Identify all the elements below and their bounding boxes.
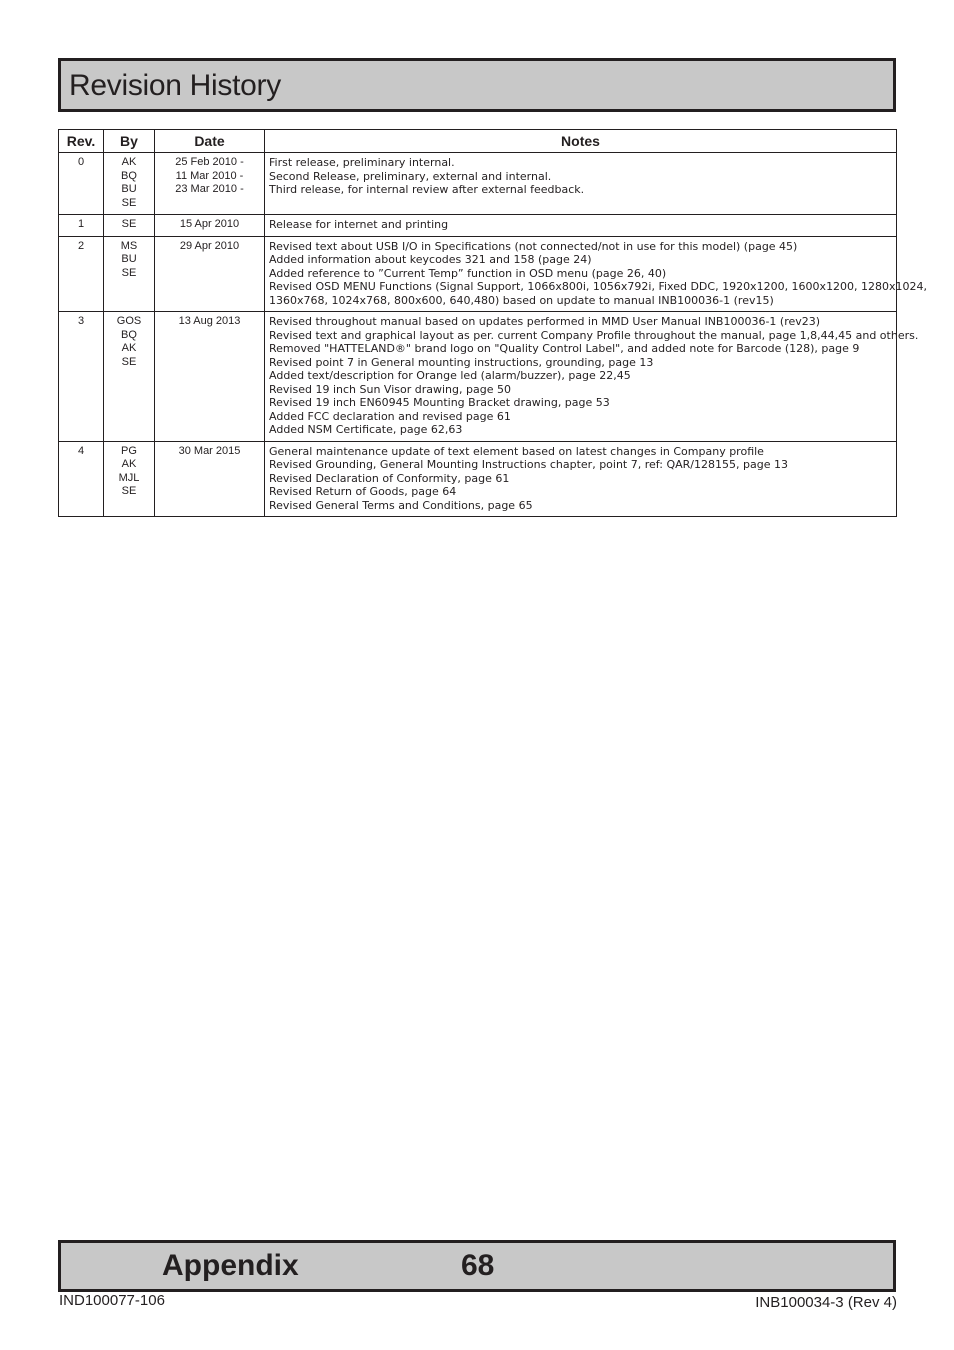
by-cell — [104, 312, 155, 442]
notes-cell — [265, 441, 897, 517]
author-initials: SE — [121, 218, 137, 230]
note-line: Added text/description for Orange led (alarm/buzzer), page 22,45 — [269, 369, 631, 382]
by-cell — [104, 153, 155, 215]
author-initials: PG — [121, 444, 137, 457]
date-line: 11 Mar 2010 - — [175, 169, 244, 182]
note-line: 1360x768, 1024x768, 800x600, 640,480) based on update to manual INB100036-1 (rev15) — [269, 293, 774, 307]
note-line: Revised point 7 in General mounting instructions, grounding, page 13 — [269, 355, 654, 369]
note-line: Added FCC declaration and revised page 61 — [269, 409, 511, 423]
footer-bar — [58, 1240, 896, 1292]
note-line: First release, preliminary internal. — [269, 156, 455, 169]
date-cell — [155, 236, 265, 312]
date-line: 30 Mar 2015 — [178, 444, 241, 457]
note-line: Revised Return of Goods, page 64 — [269, 485, 457, 498]
author-initials: SE — [121, 355, 137, 368]
section-label: Appendix — [162, 1249, 299, 1282]
page-number: 68 — [461, 1249, 495, 1282]
table-row — [59, 153, 897, 215]
note-line: Revised Declaration of Conformity, page 61 — [269, 471, 510, 485]
author-initials: AK — [121, 458, 137, 470]
title-bar — [58, 58, 896, 112]
notes-cell — [265, 153, 897, 215]
note-line: Revised 19 inch EN60945 Mounting Bracket drawing, page 53 — [269, 396, 610, 409]
note-line: Added NSM Certificate, page 62,63 — [269, 423, 463, 436]
rev-cell: 0 — [59, 153, 104, 215]
note-line: Revised text and graphical layout as per. current Company Profile throughout the manual, page 1,8,44,45 and others. — [269, 328, 919, 342]
document-id-left: IND100077-106 — [59, 1292, 165, 1309]
note-line: Release for internet and printing — [269, 218, 449, 231]
column-header-by: By — [104, 130, 155, 153]
note-line: Revised OSD MENU Functions (Signal Support, 1066x800i, 1056x792i, Fixed DDC, 1920x1200, 1600x1200, 1280x1024, — [269, 280, 928, 293]
date-cell — [155, 441, 265, 517]
note-line: Third release, for internal review after external feedback. — [269, 183, 585, 196]
author-initials: SE — [121, 196, 137, 209]
author-initials: MJL — [118, 471, 140, 484]
notes-cell — [265, 236, 928, 312]
column-header-rev: Rev. — [59, 130, 104, 153]
notes-cell — [265, 312, 919, 442]
date-cell — [155, 215, 265, 237]
note-line: Revised Grounding, General Mounting Instructions chapter, point 7, ref: QAR/128155, page 13 — [269, 458, 788, 471]
note-line: Revised text about USB I/O in Specifications (not connected/not in use for this model) (page 45) — [269, 239, 798, 253]
author-initials: BU — [121, 253, 137, 265]
table-row — [59, 215, 897, 237]
by-cell — [104, 236, 155, 312]
table-header-row — [59, 130, 897, 153]
by-cell — [104, 441, 155, 517]
by-cell — [104, 215, 155, 237]
page-title: Revision History — [69, 69, 281, 102]
date-line: 25 Feb 2010 - — [175, 156, 244, 168]
date-line: 15 Apr 2010 — [179, 218, 240, 230]
author-initials: BQ — [121, 169, 137, 182]
rev-cell: 3 — [59, 312, 104, 442]
column-header-notes: Notes — [265, 130, 897, 153]
author-initials: AK — [121, 156, 137, 168]
table-row — [59, 236, 897, 312]
author-initials: BQ — [121, 328, 137, 341]
author-initials: BU — [121, 183, 137, 195]
rev-cell: 1 — [59, 215, 104, 237]
note-line: Added reference to ”Current Temp” function in OSD menu (page 26, 40) — [269, 266, 667, 280]
column-header-date: Date — [155, 130, 265, 153]
rev-cell: 4 — [59, 441, 104, 517]
note-line: General maintenance update of text element based on latest changes in Company profile — [269, 444, 764, 458]
rev-cell: 2 — [59, 236, 104, 312]
date-cell — [155, 312, 265, 442]
note-line: Added information about keycodes 321 and 158 (page 24) — [269, 253, 592, 266]
document-id-right: INB100034-3 (Rev 4) — [755, 1294, 897, 1311]
note-line: Revised General Terms and Conditions, page 65 — [269, 498, 533, 512]
revision-table — [58, 129, 928, 517]
author-initials: SE — [121, 266, 137, 279]
author-initials: GOS — [116, 315, 142, 327]
table-row — [59, 441, 897, 517]
table-body — [59, 153, 928, 517]
notes-cell — [265, 215, 897, 237]
note-line: Second Release, preliminary, external and internal. — [269, 169, 552, 183]
note-line: Removed "HATTELAND®" brand logo on "Quality Control Label", and added note for Barcode (128), page 9 — [269, 342, 860, 355]
note-line: Revised throughout manual based on updates performed in MMD User Manual INB100036-1 (rev23) — [269, 315, 821, 328]
date-cell — [155, 153, 265, 215]
author-initials: AK — [121, 342, 137, 354]
table-row — [59, 312, 897, 442]
date-line: 13 Aug 2013 — [178, 315, 241, 327]
date-line: 23 Mar 2010 - — [175, 183, 244, 195]
author-initials: SE — [121, 485, 137, 497]
date-line: 29 Apr 2010 — [179, 239, 240, 252]
note-line: Revised 19 inch Sun Visor drawing, page 50 — [269, 382, 511, 396]
author-initials: MS — [120, 239, 138, 252]
